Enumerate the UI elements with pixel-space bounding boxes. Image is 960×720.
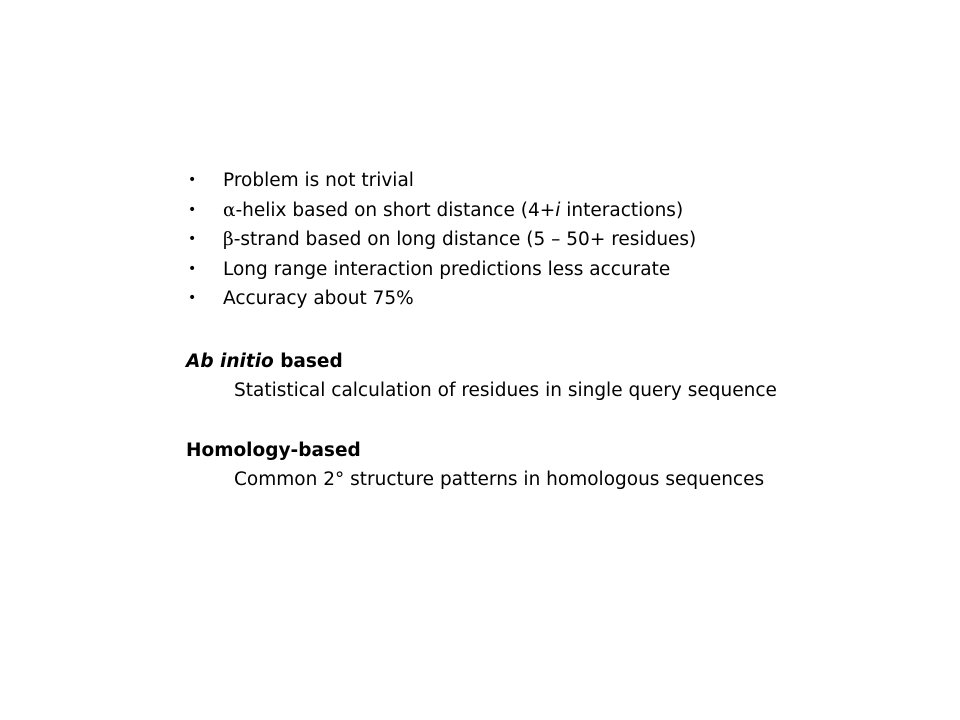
- homology-heading: Homology-based: [186, 439, 361, 461]
- bullet-text-after: interactions): [560, 199, 684, 221]
- bullet-text: Problem is not trivial: [223, 170, 414, 191]
- bullet-text: Long range interaction predictions less accurate: [223, 258, 671, 280]
- ab-initio-heading: [186, 347, 926, 377]
- ab-initio-heading-italic: Ab initio: [186, 350, 274, 372]
- homology-section: [186, 436, 926, 495]
- ab-initio-section: [186, 347, 926, 406]
- bullet-list: [186, 166, 926, 314]
- bullet-item-alpha-helix: [186, 196, 926, 226]
- bullet-dot-icon: •: [188, 201, 197, 218]
- beta-symbol: β: [223, 229, 234, 250]
- homology-description: Common 2° structure patterns in homologous sequences: [234, 469, 765, 490]
- slide-content: [186, 166, 926, 495]
- alpha-symbol: α: [223, 199, 236, 221]
- bullet-italic-text: i: [555, 199, 561, 221]
- ab-initio-heading-rest: based: [273, 350, 343, 372]
- bullet-text: Accuracy about 75%: [223, 288, 414, 309]
- bullet-text: -helix based on short distance (4+: [235, 199, 556, 221]
- bullet-text: -strand based on long distance (5 – 50+ residues): [233, 229, 697, 250]
- bullet-dot-icon: •: [188, 260, 197, 277]
- bullet-item-accuracy: [186, 284, 926, 314]
- bullet-dot-icon: •: [188, 231, 197, 247]
- bullet-item-beta-strand: [186, 225, 926, 255]
- bullet-item-long-range: [186, 255, 926, 285]
- bullet-item-problem: [186, 166, 926, 196]
- bullet-dot-icon: •: [188, 290, 197, 306]
- ab-initio-description: Statistical calculation of residues in single query sequence: [234, 380, 777, 401]
- bullet-dot-icon: •: [188, 172, 197, 188]
